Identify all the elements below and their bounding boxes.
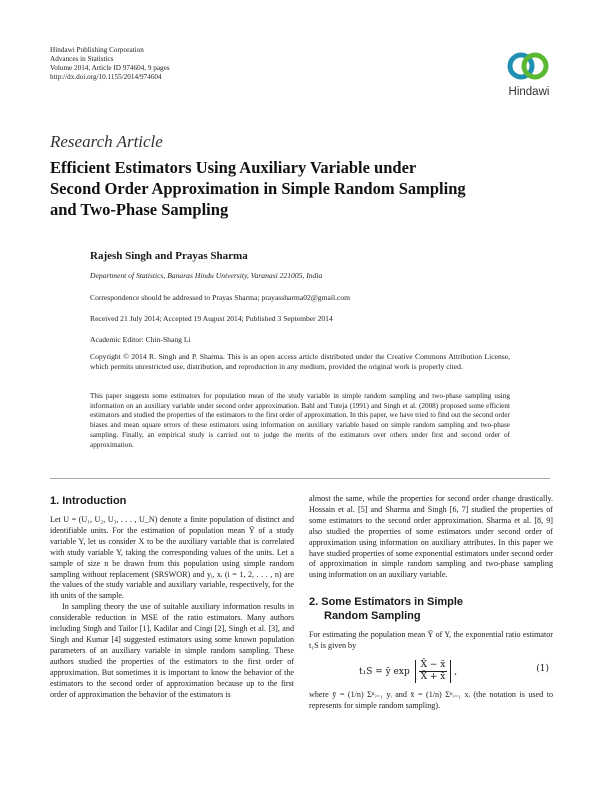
equation-lhs: t₁S = ȳ exp xyxy=(359,666,410,677)
heading-line: 2. Some Estimators in Simple xyxy=(309,596,464,609)
academic-editor: Academic Editor: Chin-Shang Li xyxy=(90,335,191,344)
section-heading-introduction: 1. Introduction xyxy=(50,495,127,507)
title-line: and Two-Phase Sampling xyxy=(50,200,229,219)
fraction-numerator: X̄ − x̄ xyxy=(420,660,446,671)
article-type-label: Research Article xyxy=(50,132,163,151)
logo-wordmark: Hindawi xyxy=(508,86,550,98)
paragraph: Let U = (U₁, U₂, U₃, . . . , U_N) denote a finite population of distinct and identifiable units. For the estimation of population mean Ȳ of a study variable Y, let us consider X to be the auxiliary variable that is correlated with study variable Y, taking the corresponding values of the units. Let a sample of size n be drawn from this population using simple random sampling without replacement (SRSWOR) and yᵢ, xᵢ (i = 1, 2, . . . , n) are the values of the study variable and auxiliary variable, respectively, for the ith units of the sample. xyxy=(50,515,294,601)
hindawi-rings-logo-icon xyxy=(506,48,550,84)
equation-suffix: , xyxy=(454,666,458,677)
paragraph: For estimating the population mean Ȳ of Y, the exponential ratio estimator t₁S is given by xyxy=(309,630,553,651)
volume-info: Volume 2014, Article ID 974604, 9 pages xyxy=(50,64,170,72)
copyright-notice: Copyright © 2014 R. Singh and P. Sharma. This is an open access article distributed under the Creative Commons Attribution License, which permits unrestricted use, distribution, and reproduction in any medium, provided the original work is properly cited. xyxy=(90,352,510,372)
abstract: This paper suggests some estimators for population mean of the study variable in simple random sampling and two-phase sampling using information on an auxiliary variable under second order approximation. Bahl and Tuteja (1991) and Singh et al. (2008) proposed some efficient estimators and studied the properties of the estimators to the first order of approximation. In this paper, we have tried to find out the second order biases and mean square errors of these estimators using information on auxiliary variable based on simple random sampling and two-phase sampling. Finally, an empirical study is carried out to judge the merits of the estimators over others under first and second order of approximation. xyxy=(90,392,510,449)
publication-dates: Received 21 July 2014; Accepted 19 August 2014; Published 3 September 2014 xyxy=(90,314,333,323)
left-column xyxy=(50,494,294,700)
publisher-name: Hindawi Publishing Corporation xyxy=(50,46,144,54)
heading-line: Random Sampling xyxy=(324,610,421,623)
right-column xyxy=(309,494,553,712)
paragraph: In sampling theory the use of suitable auxiliary information results in considerable reduction in MSE of the ratio estimators. Many authors including Singh and Tailor [1], Kadilar and Cingi [2], Singh et al. [3], and Singh and Kumar [4] suggested estimators using some known population parameters of an auxiliary variable in simple random sampling. These authors studied the properties of the estimators to the first order of approximation. But sometimes it is important to know the behavior of the estimators to the second order of approximation because up to the first order of approximation the behavior of the estimators is xyxy=(50,602,294,699)
journal-name: Advances in Statistics xyxy=(50,55,114,63)
title-line: Second Order Approximation in Simple Random Sampling xyxy=(50,179,466,198)
equation-fraction xyxy=(415,660,452,683)
title-line: Efficient Estimators Using Auxiliary Variable under xyxy=(50,158,417,177)
doi-link[interactable]: http://dx.doi.org/10.1155/2014/974604 xyxy=(50,73,162,81)
paragraph: almost the same, while the properties for second order change drastically. Hossain et al. [5] and Sharma and Singh [6, 7] studied the properties of some estimators to the second order approximation. Sharma et al. [8, 9] also studied the properties of some estimators under second order of approximation using information on auxiliary attributes. In this paper we have studied properties of some exponential estimators under second order of approximation in simple random sampling and two-phase sampling using information on an auxiliary variable. xyxy=(309,494,553,580)
equation-body xyxy=(359,660,457,683)
affiliation: Department of Statistics, Banaras Hindu University, Varanasi 221005, India xyxy=(90,271,323,280)
equation-number: (1) xyxy=(536,664,549,675)
article-title xyxy=(50,157,470,220)
fraction-denominator: X̄ + x̄ xyxy=(420,671,446,682)
journal-header xyxy=(50,46,170,82)
author-list: Rajesh Singh and Prayas Sharma xyxy=(90,250,248,262)
correspondence-note: Correspondence should be addressed to Prayas Sharma; prayassharma02@gmail.com xyxy=(90,293,351,302)
equation-1 xyxy=(309,656,553,686)
hindawi-logo[interactable] xyxy=(500,48,558,104)
paragraph: where ȳ = (1/n) Σⁿᵢ₌₁ yᵢ and x̄ = (1/n) Σⁿᵢ₌₁ xᵢ (the notation is used to represents for simple random sampling). xyxy=(309,690,553,710)
section-divider xyxy=(50,478,550,479)
section-heading-estimators xyxy=(309,595,553,623)
